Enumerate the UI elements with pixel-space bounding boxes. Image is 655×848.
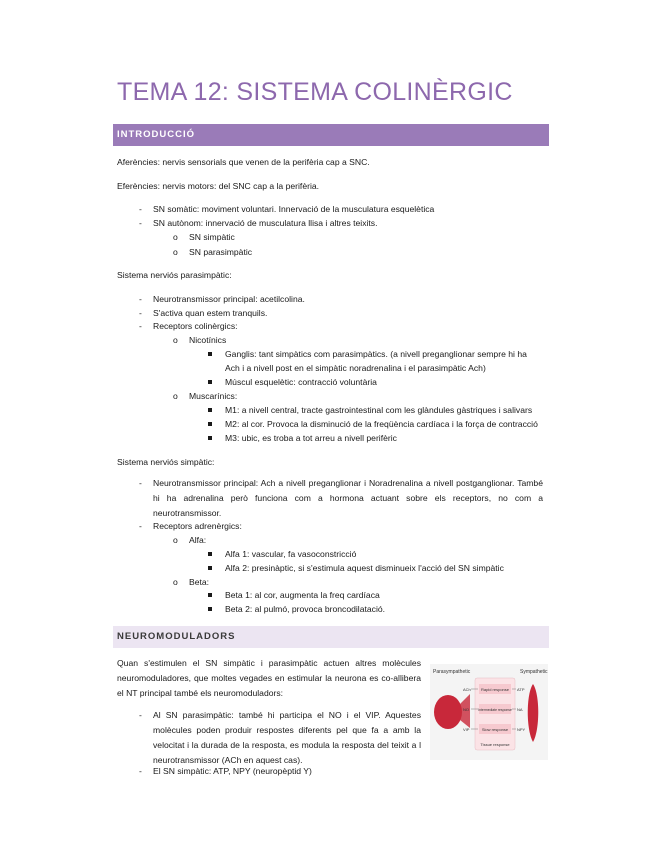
list-item: M3: ubic, es troba a tot arreu a nivell perifèric [225, 433, 397, 443]
list-item: - SN autònom: innervació de musculatura llisa i altres teixits. [153, 218, 378, 229]
left-transmitter-vip: VIP [463, 727, 470, 732]
slow-response-label: Slow response [481, 727, 509, 732]
list-item: M1: a nivell central, tracte gastrointestinal com les glàndules gàstriques i salivars [225, 405, 533, 415]
right-transmitter-npy: NPY [517, 727, 526, 732]
list-item: Múscul esquelètic: contracció voluntària [225, 377, 377, 387]
right-transmitter-atp: ATP [517, 687, 525, 692]
section-header-neuromoduladors: NEUROMODULADORS [113, 626, 549, 648]
list-item: Alfa 2: presinàptic, si s'estimula aquest disminueix l'acció del SN simpàtic [225, 563, 504, 573]
parasimpatic-heading: Sistema nerviós parasimpàtic: [117, 270, 232, 280]
list-item: - El SN simpàtic: ATP, NPY (neuropèptid Y) [153, 766, 312, 777]
aferencies-line: Aferències: nervis sensorials que venen de la perifèria cap a SNC. [117, 157, 370, 167]
list-item: - S'activa quan estem tranquils. [153, 308, 267, 319]
tissue-response-label: Tissue response [480, 742, 510, 747]
right-transmitter-na: NA [517, 707, 523, 712]
neuromodulator-figure [430, 664, 548, 760]
eferencies-line: Eferències: nervis motors: del SNC cap a la perifèria. [117, 181, 320, 191]
list-item: o Muscarínics: [189, 391, 237, 402]
list-item: o Beta: [189, 577, 209, 588]
list-item: o Alfa: [189, 535, 206, 546]
list-item: o Nicotínics [189, 335, 226, 346]
neuromodulator-diagram [430, 664, 548, 760]
list-item: o SN simpàtic [189, 232, 235, 243]
neuro-paragraph: Quan s'estimulen el SN simpàtic i parasimpàtic actuen altres molècules neuromoduladores, que moltes vegades en estimular la neurona es co-allibera el NT principal també els neuromoduladors: [117, 658, 421, 698]
list-item: - Al SN parasimpàtic: també hi participa el NO i el VIP. Aquestes molècules poden produir respostes diferents pel que fa a amb la velocitat i la durada de la resposta, es modula la resposta del teixit a l neurotransmissor (ACh en aquest cas). [153, 708, 421, 768]
sympathetic-label: Sympathetic [520, 669, 548, 675]
list-item: - Neurotransmissor principal: Ach a nivell preganglionar i Noradrenalina a nivell postganglionar. També hi ha adrenalina però funciona com a hormona actuant sobre els receptors, no com a neurotransmissor. [153, 476, 543, 521]
list-item: - Receptors colinèrgics: [153, 321, 238, 332]
list-item: - Neurotransmissor principal: acetilcolina. [153, 294, 305, 305]
intermediate-response-label: Intermediate response [478, 708, 512, 712]
list-item: Ganglis: tant simpàtics com parasimpàtics. (a nivell preganglionar sempre hi ha [225, 349, 527, 359]
left-transmitter-ach: ACh [463, 687, 471, 692]
list-item: Alfa 1: vascular, fa vasoconstricció [225, 549, 357, 559]
simpatic-heading: Sistema nerviós simpàtic: [117, 457, 215, 467]
list-item: - SN somàtic: moviment voluntari. Innervació de la musculatura esquelètica [153, 204, 434, 215]
list-item: o SN parasimpàtic [189, 247, 252, 258]
rapid-response-label: Rapid response [480, 687, 510, 692]
list-item: M2: al cor. Provoca la disminució de la freqüència cardíaca i la força de contracció [225, 419, 538, 429]
section-header-introduccio: INTRODUCCIÓ [113, 124, 549, 146]
list-item: - Receptors adrenèrgics: [153, 521, 242, 532]
list-item-continuation: Ach i a nivell post en el simpàtic noradrenalina i el parasimpàtic Ach) [225, 363, 486, 373]
list-item: Beta 1: al cor, augmenta la freq cardíaca [225, 590, 380, 600]
list-item: Beta 2: al pulmó, provoca broncodilatació. [225, 604, 386, 614]
parasympathetic-label: Parasympathetic [433, 669, 471, 675]
left-transmitter-no: NO [463, 707, 469, 712]
page-title: TEMA 12: SISTEMA COLINÈRGIC [117, 78, 513, 106]
parasympathetic-muscle-shape [434, 695, 462, 729]
